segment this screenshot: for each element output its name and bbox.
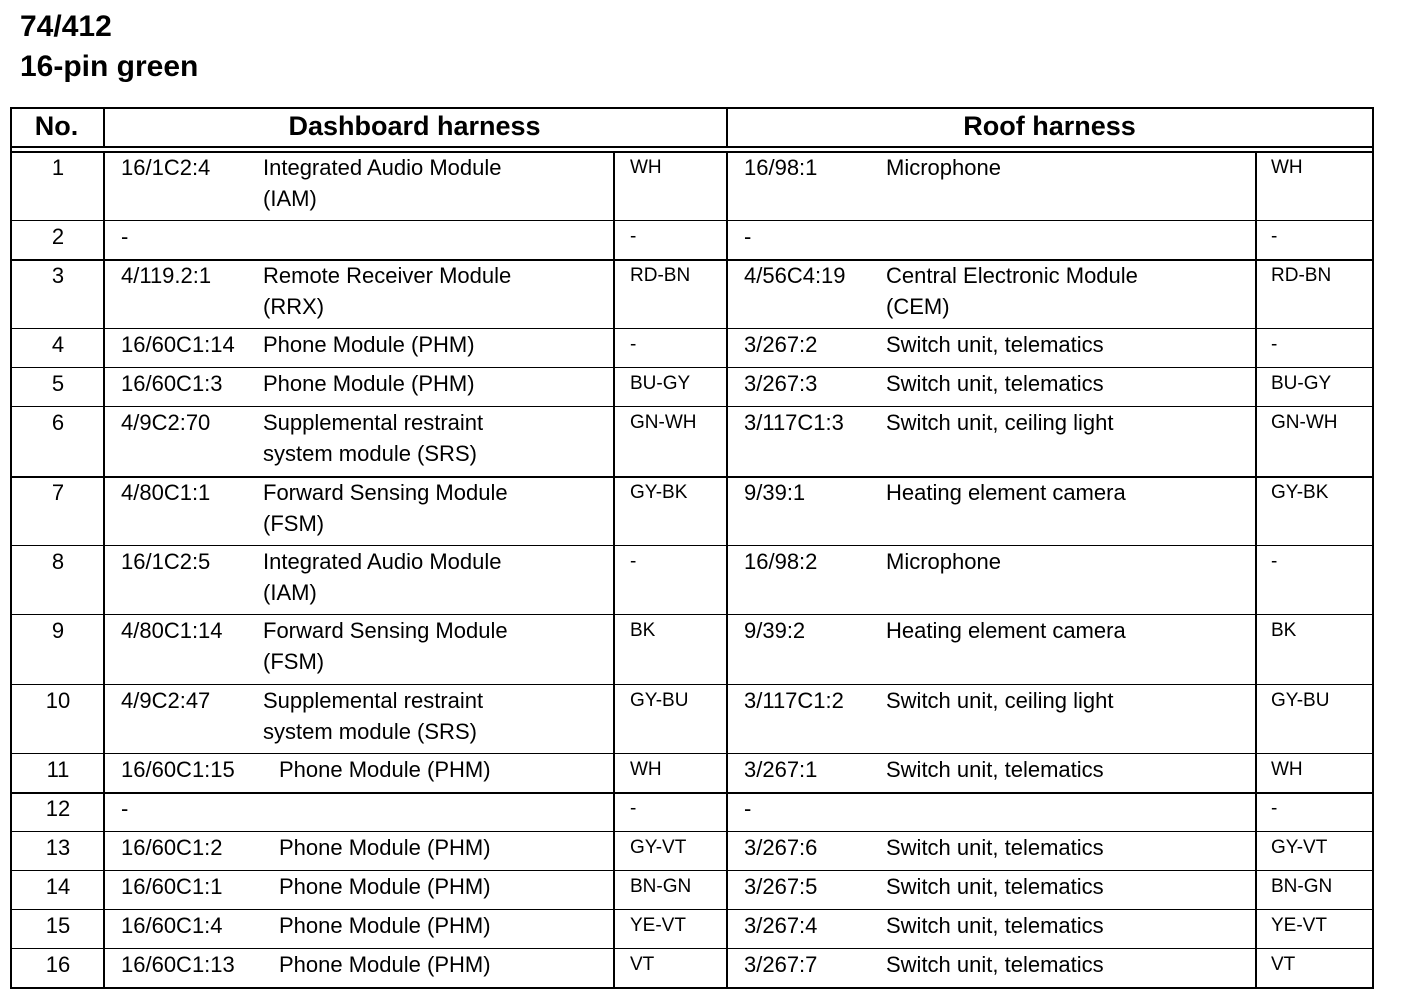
- dashboard-wire-color: GY-BK: [630, 482, 688, 503]
- roof-wire-color: VT: [1271, 954, 1296, 975]
- header-dashboard-harness: Dashboard harness: [288, 111, 541, 141]
- dashboard-wire-color: -: [630, 226, 637, 247]
- table-row: [10, 684, 1373, 753]
- dashboard-component: (FSM): [263, 511, 325, 536]
- pin-number: 7: [51, 480, 65, 505]
- roof-component: (CEM): [886, 294, 950, 319]
- pin-number: 8: [51, 549, 65, 574]
- dashboard-wire-color: WH: [630, 759, 662, 780]
- roof-wire-color: GY-VT: [1271, 837, 1328, 858]
- roof-component: Switch unit, ceiling light: [886, 410, 1114, 435]
- dashboard-component: (IAM): [263, 580, 317, 605]
- pin-number: 16: [45, 952, 71, 977]
- roof-wire-color: GY-BU: [1271, 690, 1330, 711]
- roof-terminal: 4/56C4:19: [744, 263, 846, 288]
- roof-component: Switch unit, telematics: [886, 835, 1104, 860]
- roof-terminal: 16/98:2: [744, 549, 818, 574]
- dashboard-wire-color: BN-GN: [630, 876, 692, 897]
- pin-number: 2: [51, 224, 65, 249]
- roof-wire-color: -: [1271, 551, 1278, 572]
- pin-number: 11: [46, 757, 70, 782]
- table-row: [10, 151, 1373, 220]
- roof-component: Microphone: [886, 155, 1001, 180]
- roof-terminal: 3/267:1: [744, 757, 818, 782]
- roof-wire-color: WH: [1271, 157, 1303, 178]
- dashboard-terminal: 16/1C2:5: [121, 549, 211, 574]
- roof-wire-color: BU-GY: [1271, 373, 1332, 394]
- dashboard-component: Remote Receiver Module: [263, 263, 512, 288]
- table-row: [10, 545, 1373, 614]
- roof-wire-color: -: [1271, 334, 1278, 355]
- roof-wire-color: -: [1271, 226, 1278, 247]
- dashboard-component: Integrated Audio Module: [263, 549, 502, 574]
- dashboard-terminal: 16/60C1:14: [121, 332, 235, 357]
- pin-number: 4: [51, 332, 65, 357]
- header-no: No.: [34, 111, 79, 141]
- dashboard-wire-color: GY-BU: [630, 690, 689, 711]
- header-rule-1: [10, 146, 1373, 148]
- roof-wire-color: BK: [1271, 620, 1297, 641]
- roof-terminal: 3/267:6: [744, 835, 818, 860]
- dashboard-wire-color: -: [630, 798, 637, 819]
- roof-component: Switch unit, telematics: [886, 874, 1104, 899]
- roof-terminal: 9/39:2: [744, 618, 806, 643]
- dashboard-terminal: 16/60C1:3: [121, 371, 223, 396]
- dashboard-wire-color: -: [630, 551, 637, 572]
- dashboard-component: Phone Module (PHM): [279, 874, 491, 899]
- roof-wire-color: GN-WH: [1271, 412, 1338, 433]
- pin-number: 15: [45, 913, 71, 938]
- dashboard-component: (IAM): [263, 186, 317, 211]
- pin-number: 12: [45, 796, 71, 821]
- roof-terminal: 9/39:1: [744, 480, 806, 505]
- roof-terminal: 16/98:1: [744, 155, 818, 180]
- pin-number: 1: [51, 155, 65, 180]
- dashboard-terminal: -: [121, 796, 129, 821]
- dashboard-wire-color: GN-WH: [630, 412, 697, 433]
- table-border-top: [10, 107, 1373, 109]
- table-border-bottom: [10, 987, 1373, 989]
- dashboard-component: Forward Sensing Module: [263, 480, 508, 505]
- dashboard-component: Phone Module (PHM): [263, 332, 475, 357]
- roof-wire-color: YE-VT: [1271, 915, 1327, 936]
- dashboard-terminal: 16/60C1:15: [121, 757, 235, 782]
- dashboard-component: (FSM): [263, 649, 325, 674]
- dashboard-wire-color: BK: [630, 620, 656, 641]
- table-row: [10, 220, 1373, 259]
- pin-number: 6: [51, 410, 65, 435]
- roof-terminal: -: [744, 796, 752, 821]
- roof-component: Switch unit, telematics: [886, 913, 1104, 938]
- pin-number: 13: [45, 835, 71, 860]
- roof-terminal: -: [744, 224, 752, 249]
- dashboard-terminal: 4/9C2:47: [121, 688, 211, 713]
- dashboard-wire-color: BU-GY: [630, 373, 691, 394]
- roof-wire-color: -: [1271, 798, 1278, 819]
- roof-terminal: 3/117C1:3: [744, 410, 844, 435]
- dashboard-terminal: 4/80C1:1: [121, 480, 211, 505]
- roof-terminal: 3/267:3: [744, 371, 818, 396]
- dashboard-component: system module (SRS): [263, 719, 477, 744]
- roof-component: Heating element camera: [886, 618, 1126, 643]
- dashboard-terminal: 16/60C1:13: [121, 952, 235, 977]
- dashboard-component: Supplemental restraint: [263, 410, 484, 435]
- dashboard-wire-color: GY-VT: [630, 837, 687, 858]
- dashboard-terminal: 16/1C2:4: [121, 155, 211, 180]
- dashboard-wire-color: -: [630, 334, 637, 355]
- table-row: [10, 476, 1373, 545]
- roof-terminal: 3/267:7: [744, 952, 818, 977]
- dashboard-component: Phone Module (PHM): [279, 835, 491, 860]
- dashboard-component: Phone Module (PHM): [279, 952, 491, 977]
- dashboard-terminal: 4/9C2:70: [121, 410, 211, 435]
- dashboard-terminal: 4/80C1:14: [121, 618, 223, 643]
- dashboard-terminal: 16/60C1:1: [121, 874, 223, 899]
- dashboard-component: Phone Module (PHM): [263, 371, 475, 396]
- roof-component: Switch unit, telematics: [886, 371, 1104, 396]
- roof-terminal: 3/117C1:2: [744, 688, 844, 713]
- dashboard-component: system module (SRS): [263, 441, 477, 466]
- dashboard-wire-color: WH: [630, 157, 662, 178]
- dashboard-component: Phone Module (PHM): [279, 913, 491, 938]
- table-row: [10, 259, 1373, 328]
- dashboard-terminal: 16/60C1:2: [121, 835, 223, 860]
- table-row: [10, 792, 1373, 831]
- roof-component: Switch unit, telematics: [886, 757, 1104, 782]
- dashboard-wire-color: RD-BN: [630, 265, 691, 286]
- connector-description: 16-pin green: [20, 50, 199, 83]
- pin-number: 5: [51, 371, 65, 396]
- connector-id: 74/412: [20, 10, 112, 43]
- roof-wire-color: GY-BK: [1271, 482, 1329, 503]
- roof-component: Switch unit, telematics: [886, 332, 1104, 357]
- dashboard-terminal: 16/60C1:4: [121, 913, 223, 938]
- roof-component: Switch unit, ceiling light: [886, 688, 1114, 713]
- roof-component: Microphone: [886, 549, 1001, 574]
- pin-number: 3: [51, 263, 65, 288]
- dashboard-terminal: 4/119.2:1: [121, 263, 212, 288]
- dashboard-wire-color: VT: [630, 954, 655, 975]
- roof-component: Heating element camera: [886, 480, 1126, 505]
- dashboard-wire-color: YE-VT: [630, 915, 686, 936]
- dashboard-component: Supplemental restraint: [263, 688, 484, 713]
- roof-wire-color: BN-GN: [1271, 876, 1333, 897]
- pin-number: 14: [45, 874, 71, 899]
- dashboard-component: (RRX): [263, 294, 325, 319]
- dashboard-component: Integrated Audio Module: [263, 155, 502, 180]
- pin-number: 9: [51, 618, 65, 643]
- roof-wire-color: RD-BN: [1271, 265, 1332, 286]
- roof-terminal: 3/267:4: [744, 913, 818, 938]
- pin-number: 10: [45, 688, 71, 713]
- dashboard-terminal: -: [121, 224, 129, 249]
- roof-component: Switch unit, telematics: [886, 952, 1104, 977]
- roof-wire-color: WH: [1271, 759, 1303, 780]
- roof-terminal: 3/267:2: [744, 332, 818, 357]
- roof-terminal: 3/267:5: [744, 874, 818, 899]
- dashboard-component: Forward Sensing Module: [263, 618, 508, 643]
- dashboard-component: Phone Module (PHM): [279, 757, 491, 782]
- header-roof-harness: Roof harness: [963, 111, 1136, 141]
- roof-component: Central Electronic Module: [886, 263, 1138, 288]
